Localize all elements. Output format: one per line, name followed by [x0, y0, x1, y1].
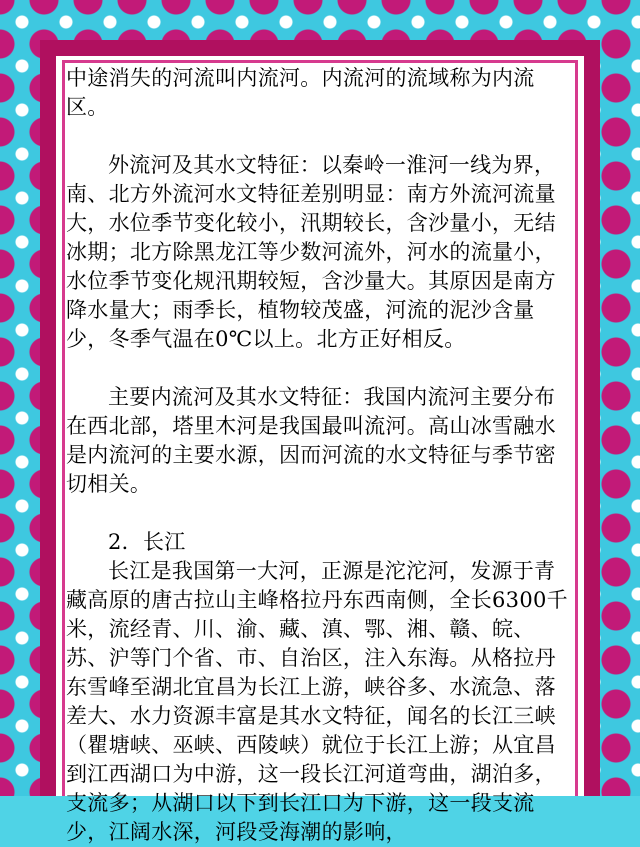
paragraph-inland-rivers: 主要内流河及其水文特征：我国内流河主要分布在西北部，塔里木河是我国最叫流河。高山冰雪融水是内流河的主要水源，因而河流的水文特征与季节密切相关。 [66, 385, 556, 496]
paragraph-yangtze: 长江是我国第一大河，正源是沱沱河，发源于青藏高原的唐古拉山主峰格拉丹东西南侧，全长6300千米，流经青、川、渝、藏、滇、鄂、湘、赣、皖、苏、沪等门个省、市、自治区，注入东海。从格拉丹东雪峰至湖北宜昌为长江上游，峡谷多、水流急、落差大、水力资源丰富是其水文特征，闻名的长江三峡（瞿塘峡、巫峡、西陵峡）就位于长江上游；从宜昌到江西湖口为中游，这一段长江河道弯曲，湖泊多，支流多；从湖口以下到长江口为下游，这一段支流少，江阔水深，河段受海潮的影响， [66, 559, 568, 844]
document-body [66, 64, 574, 844]
paragraph-outflow-rivers: 外流河及其水文特征：以秦岭一淮河一线为界，南、北方外流河水文特征差别明显：南方外流河流量大，水位季节变化较小，汛期较长，含沙量小，无结冰期；北方除黑龙江等少数河流外，河水的流量小，水位季节变化规汛期较短，含沙量大。其原因是南方降水量大；雨季长，植物较茂盛，河流的泥沙含量少，冬季气温在0℃以上。北方正好相反。 [66, 153, 556, 351]
section-heading-yangtze: 2．长江 [108, 530, 186, 554]
paragraph-inland-river-definition: 中途消失的河流叫内流河。内流河的流域称为内流区。 [66, 66, 535, 119]
